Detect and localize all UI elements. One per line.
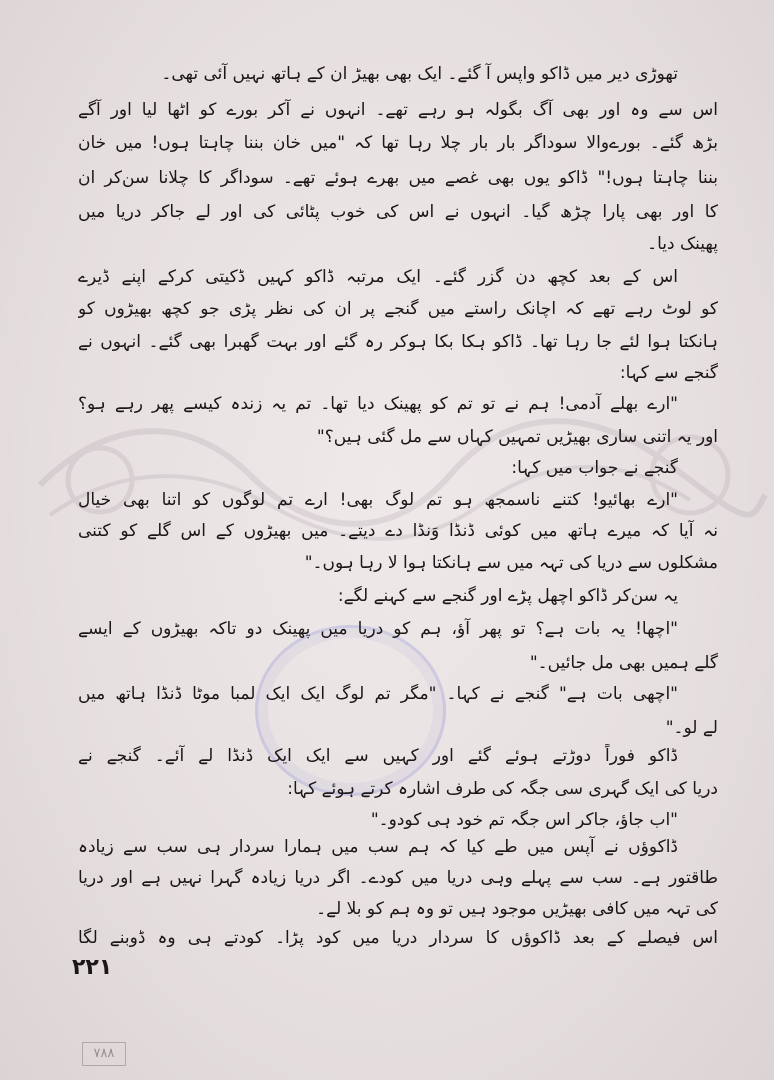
corner-mark: ۷۸۸	[82, 1042, 126, 1066]
text-line: مشکلوں سے دریا کی تہہ میں سے ہانکتا ہوا لا رہا ہوں۔"	[304, 553, 718, 573]
text-line: بننا چاہتا ہوں!" ڈاکو یوں بھی غصے میں بھرے ہوئے تھے۔ سوداگر کا چلانا سن‌کر ان	[78, 168, 718, 188]
text-line: یہ سن‌کر ڈاکو اچھل پڑے اور گنجے سے کہنے لگے:	[337, 586, 678, 606]
text-line: ہانکتا ہوا لئے جا رہا تھا۔ ڈاکو ہکا بکا ہوکر رہ گئے اور بہت گھبرا بھی گئے۔ انہوں نے	[78, 332, 718, 352]
text-line: کا اور بھی پارا چڑھ گیا۔ انہوں نے اس کی خوب پٹائی کی اور لے جاکر دریا میں	[78, 202, 718, 222]
text-line: پھینک دیا۔	[647, 234, 718, 254]
text-line: "اچھی بات ہے" گنجے نے کہا۔ "مگر تم لوگ ایک ایک لمبا موٹا ڈنڈا ہاتھ میں	[78, 684, 678, 704]
text-line: نہ آیا کہ میرے ہاتھ میں کوئی ڈنڈا وَنڈا دے دیتے۔ میں بھیڑوں کے اس گلے کو کتنی	[78, 521, 718, 541]
text-line: دریا کی ایک گہری سی جگہ کی طرف اشارہ کرتے ہوئے کہا:	[287, 779, 718, 799]
text-line: "اچھا! یہ بات ہے؟ تو پھر آؤ، ہم کو دریا میں پھینک دو تاکہ بھیڑوں کے ایسے	[78, 619, 678, 639]
text-line: اس فیصلے کے بعد ڈاکوؤں کا سردار دریا میں کود پڑا۔ کودتے ہی وہ ڈوبنے لگا	[78, 928, 718, 948]
text-line: بڑھ گئے۔ بورےوالا سوداگر بار بار چلا رہا تھا کہ "میں خان بننا چاہتا ہوں! میں خان	[78, 133, 718, 153]
text-line: کو لوٹ رہے تھے کہ اچانک راستے میں گنجے پر ان کی نظر پڑی جو کچھ بھیڑوں کو	[78, 299, 718, 319]
text-line: لے لو۔"	[665, 718, 718, 738]
text-line: اور یہ اتنی ساری بھیڑیں تمہیں کہاں سے مل گئی ہیں؟"	[316, 427, 718, 447]
text-line: ڈاکوؤں نے آپس میں طے کیا کہ ہم سب میں ہمارا سردار ہی سب سے زیادہ	[78, 837, 678, 857]
text-line: ڈاکو فوراً دوڑتے ہوئے گئے اور کہیں سے ایک ایک ڈنڈا لے آئے۔ گنجے نے	[78, 746, 678, 766]
text-line: "ارے بھلے آدمی! ہم نے تو تم کو پھینک دیا تھا۔ تم یہ زندہ کیسے پھر رہے ہو؟	[78, 394, 678, 414]
text-line: "اب جاؤ، جاکر اس جگہ تم خود ہی کودو۔"	[370, 810, 678, 830]
text-line: طاقتور ہے۔ سب سے پہلے وہی دریا میں کودے۔ اگر دریا زیادہ گہرا نہیں ہے اور دریا	[78, 868, 718, 888]
page-number: ۲۲۱	[72, 955, 113, 980]
text-line: کی تہہ میں کافی بھیڑیں موجود ہیں تو وہ ہم کو بلا لے۔	[316, 899, 718, 919]
text-line: گنجے سے کہا:	[619, 363, 718, 383]
text-line: گلے ہمیں بھی مل جائیں۔"	[529, 653, 718, 673]
text-line: گنجے نے جواب میں کہا:	[511, 458, 678, 478]
text-line: اس سے وہ اور بھی آگ بگولہ ہو رہے تھے۔ انہوں نے آکر بورے کو اٹھا لیا اور آگے	[78, 100, 718, 120]
text-line: تھوڑی دیر میں ڈاکو واپس آ گئے۔ ایک بھی بھیڑ ان کے ہاتھ نہیں آئی تھی۔	[161, 64, 678, 84]
text-line: اس کے بعد کچھ دن گزر گئے۔ ایک مرتبہ ڈاکو کہیں ڈکیتی کرکے اپنے ڈیرے	[78, 267, 678, 287]
text-line: "ارے بھائیو! کتنے ناسمجھ ہو تم لوگ بھی! ارے تم لوگوں کو اتنا بھی خیال	[78, 490, 678, 510]
